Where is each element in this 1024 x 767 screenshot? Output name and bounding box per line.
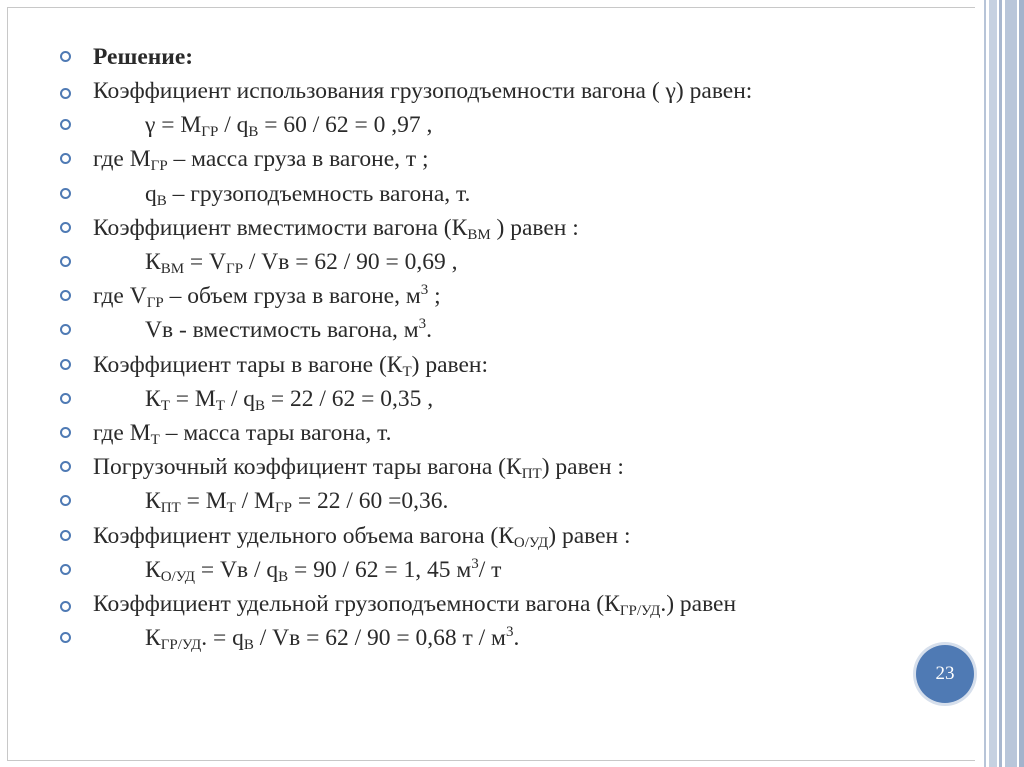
stripe bbox=[989, 0, 997, 767]
subscript: ПТ bbox=[160, 500, 181, 517]
list-item bbox=[60, 177, 940, 211]
circle-bullet-icon bbox=[60, 530, 71, 541]
text: – объем груза в вагоне, м bbox=[163, 283, 421, 310]
stripe bbox=[984, 0, 986, 767]
circle-bullet-icon bbox=[60, 564, 71, 575]
circle-bullet-icon bbox=[60, 188, 71, 199]
text: = М bbox=[180, 488, 227, 515]
stripe bbox=[999, 0, 1002, 767]
subscript: ГР bbox=[150, 158, 168, 175]
text: ) равен : bbox=[541, 454, 624, 481]
text: = 90 / 62 = 1, 45 м bbox=[288, 556, 472, 583]
list-item bbox=[60, 416, 940, 450]
subscript: ГР bbox=[201, 124, 219, 141]
formula-line bbox=[60, 553, 940, 587]
text: q bbox=[145, 180, 157, 207]
text: .) равен bbox=[660, 591, 737, 618]
text: = 22 / 60 =0,36. bbox=[291, 488, 449, 515]
text: = М bbox=[169, 385, 216, 412]
decorative-side-stripes bbox=[980, 0, 1024, 767]
circle-bullet-icon bbox=[60, 88, 71, 99]
subscript: Т bbox=[150, 432, 160, 449]
subscript: Т bbox=[160, 397, 170, 414]
text: Vв - вместимость вагона, м bbox=[145, 317, 419, 344]
subscript: О/УД bbox=[513, 534, 549, 551]
text: ; bbox=[428, 283, 441, 310]
subscript: Т bbox=[402, 363, 412, 380]
subscript: ГР bbox=[226, 261, 244, 278]
subscript: В bbox=[248, 124, 259, 141]
text: К bbox=[145, 625, 161, 652]
subscript: В bbox=[254, 397, 265, 414]
text: = 60 / 62 = 0 ,97 , bbox=[258, 112, 433, 139]
list-item bbox=[60, 142, 940, 176]
list-item bbox=[60, 211, 940, 245]
circle-bullet-icon bbox=[60, 153, 71, 164]
text: где V bbox=[93, 283, 147, 310]
subscript: ПТ bbox=[521, 466, 542, 483]
text: ) равен: bbox=[411, 351, 489, 378]
list-item bbox=[60, 279, 940, 313]
circle-bullet-icon bbox=[60, 632, 71, 643]
subscript: ВМ bbox=[467, 226, 491, 243]
circle-bullet-icon bbox=[60, 290, 71, 301]
subscript: ГР/УД bbox=[160, 637, 202, 654]
text: К bbox=[145, 249, 161, 276]
solution-heading bbox=[60, 40, 940, 74]
text: / q bbox=[224, 385, 255, 412]
subscript: ГР bbox=[146, 295, 164, 312]
subscript: В bbox=[278, 568, 289, 585]
text: = V bbox=[184, 249, 227, 276]
text: ) равен : bbox=[490, 214, 579, 241]
text: = 22 / 62 = 0,35 , bbox=[264, 385, 434, 412]
formula-line bbox=[60, 245, 940, 279]
text: . bbox=[426, 317, 433, 344]
text: – грузоподъемность вагона, т. bbox=[166, 180, 471, 207]
text: / Vв = 62 / 90 = 0,69 , bbox=[243, 249, 458, 276]
text: Погрузочный коэффициент тары вагона (К bbox=[93, 454, 522, 481]
stripe bbox=[1005, 0, 1017, 767]
formula-line bbox=[60, 108, 940, 142]
text: К bbox=[145, 556, 161, 583]
page-number-badge bbox=[916, 645, 974, 703]
circle-bullet-icon bbox=[60, 495, 71, 506]
text: Коэффициент вместимости вагона (К bbox=[93, 214, 468, 241]
stripe bbox=[1019, 0, 1024, 767]
superscript: 3 bbox=[420, 282, 429, 299]
line-text: Коэффициент использования грузоподъемности вагона ( γ) равен: bbox=[93, 78, 753, 105]
text: Коэффициент удельного объема вагона (К bbox=[93, 522, 514, 549]
formula-line bbox=[60, 382, 940, 416]
list-item bbox=[60, 519, 940, 553]
list-item bbox=[60, 450, 940, 484]
text: / q bbox=[218, 112, 249, 139]
text: К bbox=[145, 488, 161, 515]
line-text: Решение: bbox=[93, 44, 194, 70]
circle-bullet-icon bbox=[60, 393, 71, 404]
circle-bullet-icon bbox=[60, 324, 71, 335]
list-item bbox=[60, 587, 940, 621]
text: Коэффициент удельной грузоподъемности вагона (К bbox=[93, 591, 620, 618]
circle-bullet-icon bbox=[60, 119, 71, 130]
list-item bbox=[60, 74, 940, 108]
text: где М bbox=[93, 420, 151, 447]
text: / т bbox=[478, 556, 502, 583]
superscript: 3 bbox=[505, 624, 514, 641]
formula-line bbox=[60, 621, 940, 655]
circle-bullet-icon bbox=[60, 601, 71, 612]
subscript: ГР/УД bbox=[619, 603, 661, 620]
subscript: ВМ bbox=[160, 261, 185, 278]
subscript: В bbox=[243, 637, 254, 654]
text: / М bbox=[235, 488, 275, 515]
formula-line bbox=[60, 484, 940, 518]
superscript: 3 bbox=[418, 316, 427, 333]
text: где М bbox=[93, 146, 151, 173]
superscript: 3 bbox=[471, 555, 479, 572]
text: = Vв / q bbox=[195, 556, 279, 583]
text: – масса тары вагона, т. bbox=[159, 420, 392, 447]
subscript: О/УД bbox=[160, 568, 196, 585]
circle-bullet-icon bbox=[60, 51, 71, 62]
text: К bbox=[145, 385, 161, 412]
text: Коэффициент тары в вагоне (К bbox=[93, 351, 403, 378]
text: / Vв = 62 / 90 = 0,68 т / м bbox=[253, 625, 506, 652]
subscript: В bbox=[156, 192, 167, 209]
text: γ = М bbox=[145, 112, 202, 139]
circle-bullet-icon bbox=[60, 427, 71, 438]
slide-body bbox=[60, 40, 940, 655]
page-number: 23 bbox=[935, 663, 955, 684]
text: – масса груза в вагоне, т ; bbox=[167, 146, 429, 173]
list-item bbox=[60, 348, 940, 382]
circle-bullet-icon bbox=[60, 222, 71, 233]
circle-bullet-icon bbox=[60, 461, 71, 472]
subscript: Т bbox=[226, 500, 236, 517]
text: . bbox=[513, 625, 520, 652]
text: . = q bbox=[201, 625, 244, 652]
subscript: ГР bbox=[274, 500, 292, 517]
list-item bbox=[60, 313, 940, 347]
text: ) равен : bbox=[548, 522, 631, 549]
circle-bullet-icon bbox=[60, 256, 71, 267]
subscript: Т bbox=[215, 397, 225, 414]
circle-bullet-icon bbox=[60, 359, 71, 370]
